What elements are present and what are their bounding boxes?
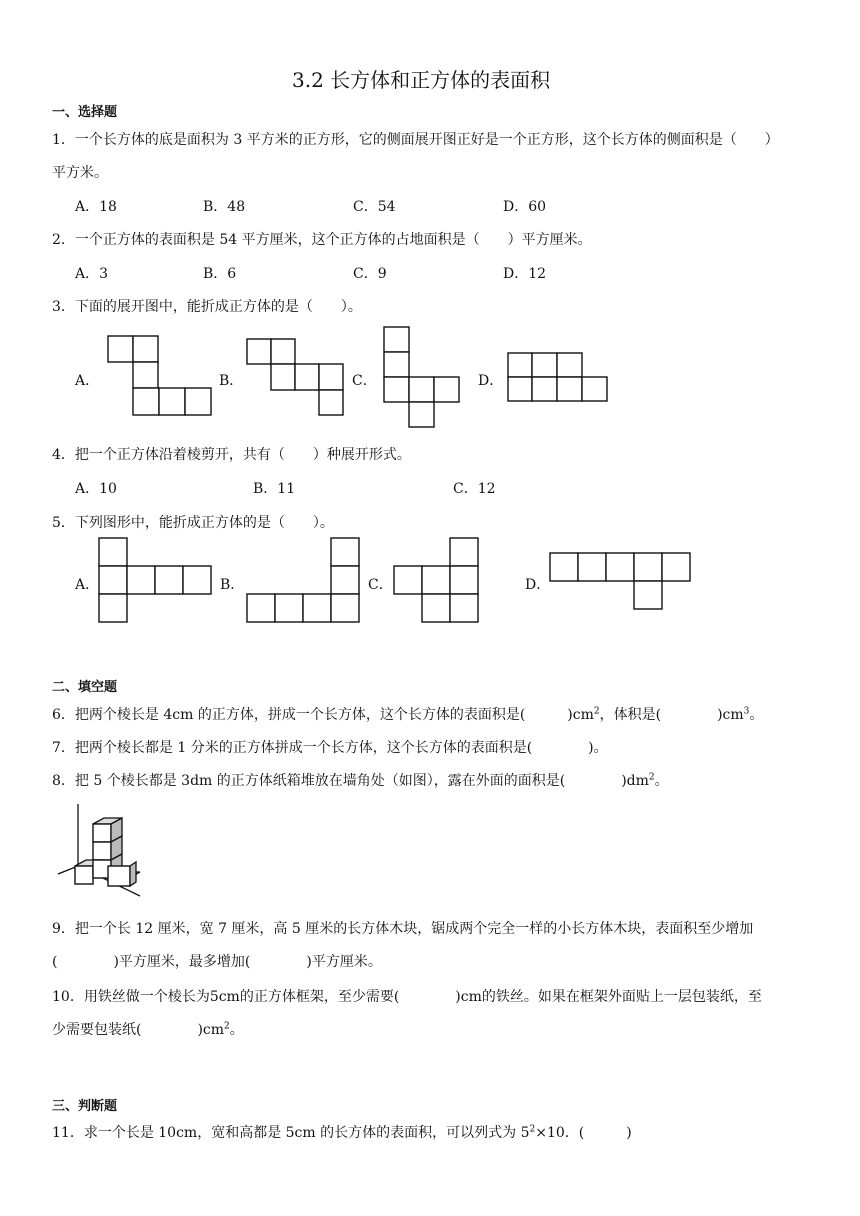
question-7-text: 7．把两个棱长都是 1 分米的正方体拼成一个长方体，这个长方体的表面积是( )。 (52, 740, 608, 756)
q5-option-b-label[interactable]: B． (220, 577, 245, 593)
section-heading-judge: 三、判断题 (52, 1099, 118, 1114)
q4-option-c[interactable]: C．12 (453, 481, 496, 497)
q2-option-a[interactable]: A．3 (75, 266, 109, 282)
q3-option-a-label[interactable]: A． (75, 373, 100, 389)
q5-option-d-label[interactable]: D． (525, 577, 551, 593)
q5-option-a-label[interactable]: A． (75, 577, 100, 593)
q3-option-b-label[interactable]: B． (219, 373, 244, 389)
q1-option-a[interactable]: A．18 (75, 199, 117, 215)
question-6-text: 6．把两个棱长是 4cm 的正方体，拼成一个长方体，这个长方体的表面积是( )$cm^2$，体积是( )$cm^3$。 (52, 706, 764, 723)
section-heading-choice: 一、选择题 (52, 105, 118, 120)
stacked-cubes-figure (0, 0, 1, 1)
section-heading-fill: 二、填空题 (52, 680, 118, 695)
page-title: 3.2 长方体和正方体的表面积 (292, 68, 551, 92)
q1-option-b[interactable]: B．48 (203, 199, 246, 215)
q1-option-d[interactable]: D．60 (503, 199, 547, 215)
question-9-text-cont: ( )平方厘米，最多增加( )平方厘米。 (52, 954, 382, 970)
question-1-text-cont: 平方米。 (52, 165, 108, 181)
question-5-text: 5．下列图形中，能折成正方体的是（ ）。 (52, 515, 334, 531)
question-9-text: 9．把一个长 12 厘米，宽 7 厘米，高 5 厘米的长方体木块，锯成两个完全一样的小长方体木块，表面积至少增加 (52, 921, 754, 937)
question-2-text: 2．一个正方体的表面积是 54 平方厘米，这个正方体的占地面积是（ ）平方厘米。 (52, 232, 592, 248)
q4-option-a[interactable]: A．10 (75, 481, 117, 497)
q4-option-b[interactable]: B．11 (253, 481, 296, 497)
q2-option-b[interactable]: B．6 (203, 266, 237, 282)
q2-option-d[interactable]: D．12 (503, 266, 547, 282)
q2-option-c[interactable]: C．9 (353, 266, 387, 282)
question-3-text: 3．下面的展开图中，能折成正方体的是（ ）。 (52, 299, 362, 315)
q3-option-c-label[interactable]: C． (352, 373, 377, 389)
question-10-text: 10．用铁丝做一个棱长为5cm的正方体框架，至少需要( )cm的铁丝。如果在框架外面贴上一层包装纸，至 (52, 989, 762, 1005)
question-10-text-cont: 少需要包装纸( )$cm^2$。 (52, 1021, 244, 1038)
q3-option-d-label[interactable]: D． (478, 373, 504, 389)
question-1-text: 1．一个长方体的底是面积为 3 平方米的正方形，它的侧面展开图正好是一个正方形，这个长方体的侧面积是（ ） (52, 132, 779, 148)
q1-option-c[interactable]: C．54 (353, 199, 396, 215)
question-8-text: 8．把 5 个棱长都是 3dm 的正方体纸箱堆放在墙角处（如图），露在外面的面积是( )$dm^2$。 (52, 772, 669, 789)
q5-option-c-label[interactable]: C． (368, 577, 393, 593)
question-4-text: 4．把一个正方体沿着棱剪开，共有（ ）种展开形式。 (52, 447, 411, 463)
question-11-text: 11．求一个长是 10cm，宽和高都是 5cm 的长方体的表面积，可以列式为 $5^2\times 10$．( ) (52, 1124, 632, 1141)
